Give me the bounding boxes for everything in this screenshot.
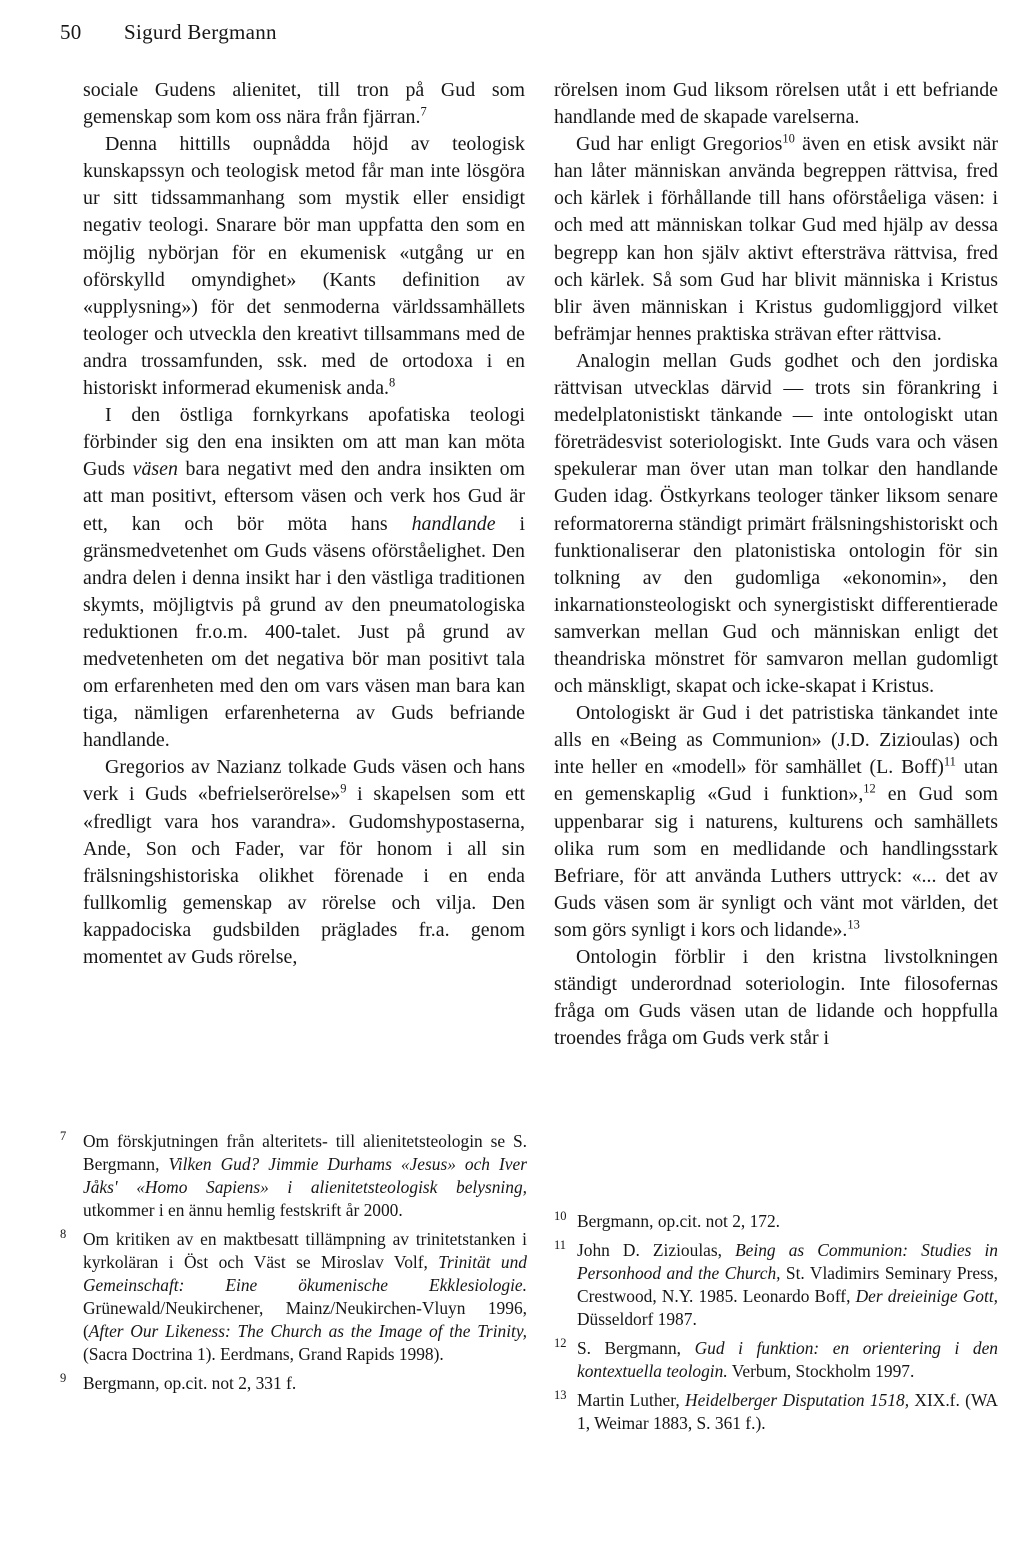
- footnote-ref: 8: [389, 375, 396, 390]
- footnotes-right: [554, 1210, 998, 1441]
- footnote-number: 13: [554, 1388, 567, 1402]
- footnote-number: 10: [554, 1209, 567, 1223]
- right-column: [554, 77, 998, 1052]
- footnote-ref: 13: [847, 917, 860, 932]
- footnote-ref: 7: [420, 104, 427, 119]
- footnote-11: 11 John D. Zizioulas, Being as Communion: Studies in Personhood and the Church, St. Vladimirs Seminary Press, Crestwood, N.Y. 1985. Leonardo Boff, Der dreieinige Gott, Düsseldorf 1987.: [554, 1239, 998, 1331]
- footnote-10: 10 Bergmann, op.cit. not 2, 172.: [554, 1210, 998, 1233]
- footnote-9: 9 Bergmann, op.cit. not 2, 331 f.: [60, 1372, 527, 1395]
- footnote-number: 8: [60, 1227, 67, 1241]
- footnote-8: 8 Om kritiken av en maktbesatt tillämpning av trinitetstanken i kyrkoläran i Öst och Väst se Miroslav Volf, Trinität und Gemeinschaft: Eine ökumenische Ekklesiologie. Grünewald/Neukirchener, Mainz/Neukirchen-Vluyn 1996, (After Our Likeness: The Church as the Image of the Trinity, (Sacra Doctrina 1). Eerdmans, Grand Rapids 1998).: [60, 1228, 527, 1366]
- running-header: [60, 20, 277, 45]
- paragraph: Ontologiskt är Gud i det patristiska tänkandet inte alls en «Being as Communion» (J.D. Zizioulas) och inte heller en «modell» för samhället (L. Boff)$^{11}$ utan en gemenskaplig «Gud i funktion»,$^{12}$ en Gud som uppenbarar sig i naturens, kulturens och samhällets olika rum som en medlidande och handlingsstark Befriare, för att använda Luthers uttryck: «... det av Guds väsen som är synligt och vänt mot världen, det som görs synligt i kors och lidande».$^{13}$: [554, 702, 999, 941]
- footnote-12: 12 S. Bergmann, Gud i funktion: en orientering i den kontextuella teologin. Verbum, Stockholm 1997.: [554, 1337, 998, 1383]
- footnote-number: 9: [60, 1371, 67, 1385]
- footnote-ref: 9: [340, 781, 347, 796]
- paragraph: sociale Gudens alienitet, till tron på Gud som gemenskap som kom oss nära från fjärran.$^7$: [83, 79, 525, 129]
- footnotes-left: [60, 1130, 527, 1401]
- footnote-number: 11: [554, 1238, 567, 1252]
- page-number: 50: [60, 20, 82, 44]
- paragraph: Analogin mellan Guds godhet och den jordiska rättvisan utvecklas därvid — trots sin förankring i medelplatonistiskt tänkande — inte ontologiskt utan företrädesvist soteriologiskt. Inte Guds vara och väsen spekulerar man över utan man tolkar den handlande Guden idag. Östkyrkans teologer tänker liksom senare reformatorerna ständigt primärt frälsningshistoriskt och funktionaliserar den platonistiska ontologin för sin tolkning av den gudomliga «ekonomin», den inkarnationsteologiskt och synergistiskt differentierade samverkan mellan Gud och människan enligt det theandriska mönstret för samvaron mellan gudomligt och mänskligt, skapat och icke-skapat i Kristus.: [554, 349, 998, 698]
- footnote-ref: 12: [863, 781, 876, 796]
- paragraph: rörelsen inom Gud liksom rörelsen utåt i ett befriande handlande med de skapade varelserna.: [554, 79, 998, 129]
- footnote-13: 13 Martin Luther, Heidelberger Disputation 1518, XIX.f. (WA 1, Weimar 1883, S. 361 f.).: [554, 1389, 998, 1435]
- left-column: [83, 77, 525, 971]
- footnote-number: 7: [60, 1129, 67, 1143]
- footnote-ref: 10: [782, 131, 795, 146]
- paragraph: I den östliga fornkyrkans apofatiska teologi förbinder sig den ena insikten om att man kan möta Guds väsen bara negativt med den andra insikten om att man positivt, eftersom väsen och verk hos Gud är ett, kan och bör möta hans handlande i gränsmedvetenhet om Guds väsens oförståelighet. Den andra delen i denna insikt har i den västliga traditionen skymts, möjligtvis på grund av den pneumatologiska reduktionen fr.o.m. 400-talet. Just på grund av medvetenheten om det negativa bör man positivt tala om erfarenheten med den om vars väsen man bara kan tiga, nämligen erfarenheterna av Guds befriande handlande.: [83, 404, 526, 752]
- footnote-ref: 11: [943, 754, 956, 769]
- paragraph: Gud har enligt Gregorios$^{10}$ även en etisk avsikt när han låter människan använda begreppen rättvisa, fred och kärlek i förhållande till hans oförståeliga väsen: i och med att människan tolkar Gud med hjälp av dessa begrepp kan hon själv aktivt eftersträva rättvisa, fred och kärlek. Så som Gud har blivit människa i Kristus blir även människan i Kristus gudomliggjord vilket befrämjar hennes praktiska strävan efter rättvisa.: [554, 131, 998, 345]
- paragraph: Gregorios av Nazianz tolkade Guds väsen och hans verk i Guds «befrielserörelse»$^9$ i skapelsen som ett «fredligt vara hos varandra». Gudomshypostaserna, Ande, Son och Fader, var för honom i all sin frälsningshistoriska olikhet förenade i en enda fullkomlig gemenskap av rörelse och vilja. Den kappadociska gudsbilden präglades fr.a. genom momentet av Guds rörelse,: [83, 756, 525, 968]
- running-head-author: Sigurd Bergmann: [124, 20, 277, 44]
- footnote-number: 12: [554, 1336, 567, 1350]
- footnote-7: 7 Om förskjutningen från alteritets- till alienitetsteologin se S. Bergmann, Vilken Gud? Jimmie Durhams «Jesus» och Iver Jåks' «Homo Sapiens» i alienitetsteologisk belysning, utkommer i en ännu hemlig festskrift år 2000.: [60, 1130, 527, 1222]
- paragraph: Denna hittills oupnådda höjd av teologisk kunskapssyn och teologisk metod får man inte lösgöra ur sitt tidssammanhang som mystik eller ensidigt negativ teologi. Snarare bör man uppfatta den som en möjlig nybörjan för en ekumenisk «utgång ur en oförskylld omyndighet» (Kants definition av «upplysning») för det senmoderna världssamhällets teologer och utveckla den kreativt tillsammans med de andra trossamfunden, ssk. med de ortodoxa i en historiskt informerad ekumenisk anda.$^8$: [83, 133, 525, 400]
- paragraph: Ontologin förblir i den kristna livstolkningen ständigt underordnad soteriologin. Inte filosofernas fråga om Guds väsen utan de lidande och hoppfulla troendes fråga om Guds verk står i: [554, 946, 998, 1050]
